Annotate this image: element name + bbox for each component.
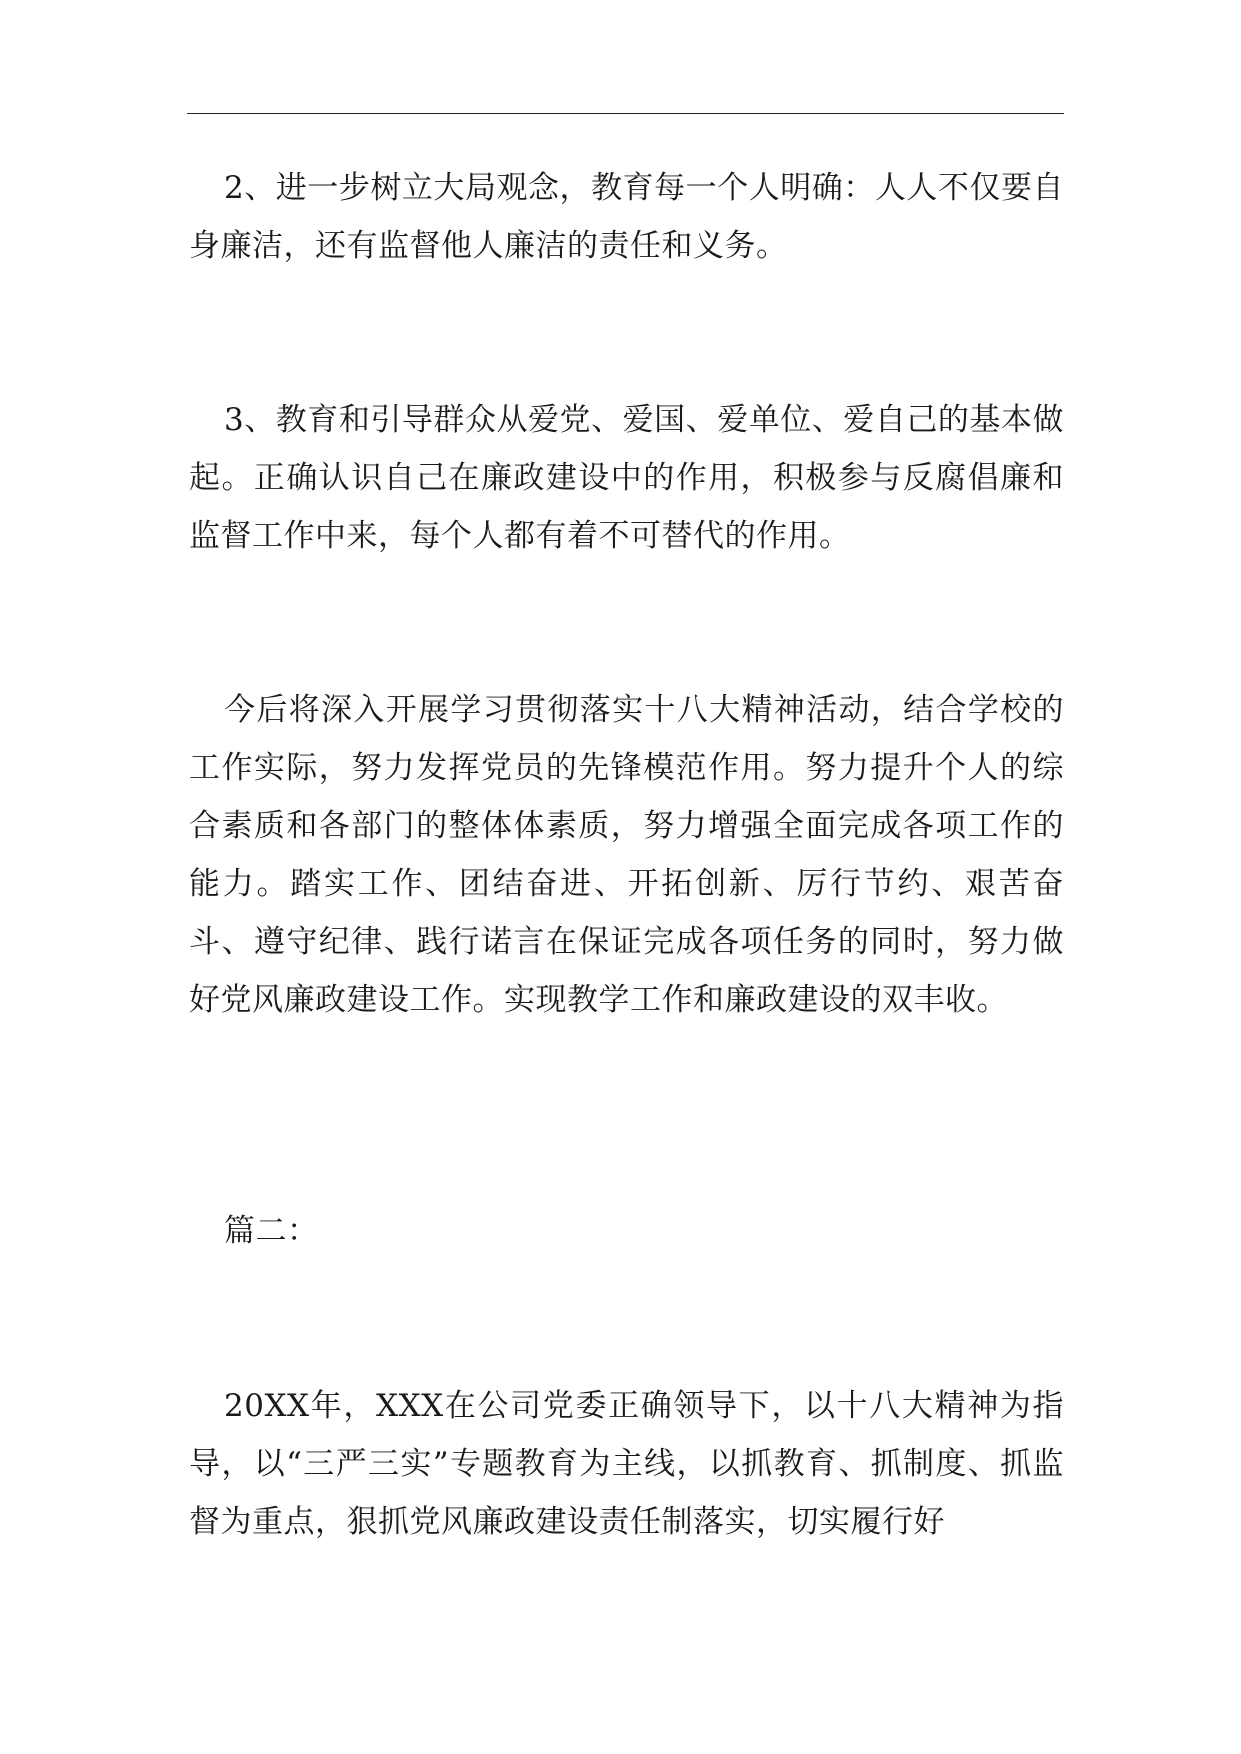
paragraph-part-two-intro: 20XX年，XXX在公司党委正确领导下，以十八大精神为指导，以“三严三实”专题教育为主线，以抓教育、抓制度、抓监督为重点，狠抓党风廉政建设责任制落实，切实履行好 [189,1388,1064,1540]
header-rule [187,113,1064,114]
paragraph-future-plan: 今后将深入开展学习贯彻落实十八大精神活动，结合学校的工作实际，努力发挥党员的先锋模范作用。努力提升个人的综合素质和各部门的整体体素质，努力增强全面完成各项工作的能力。踏实工作、团结奋进、开拓创新、厉行节约、艰苦奋斗、遵守纪律、践行诺言在保证完成各项任务的同时，努力做好党风廉政建设工作。实现教学工作和廉政建设的双丰收。 [189,692,1064,1018]
paragraph-item-2: 2、进一步树立大局观念，教育每一个人明确：人人不仅要自身廉洁，还有监督他人廉洁的责任和义务。 [189,170,1064,264]
paragraph-item-3: 3、教育和引导群众从爱党、爱国、爱单位、爱自己的基本做起。正确认识自己在廉政建设中的作用，积极参与反腐倡廉和监督工作中来，每个人都有着不可替代的作用。 [189,402,1064,554]
section-heading-part-two: 篇二： [224,1213,319,1249]
